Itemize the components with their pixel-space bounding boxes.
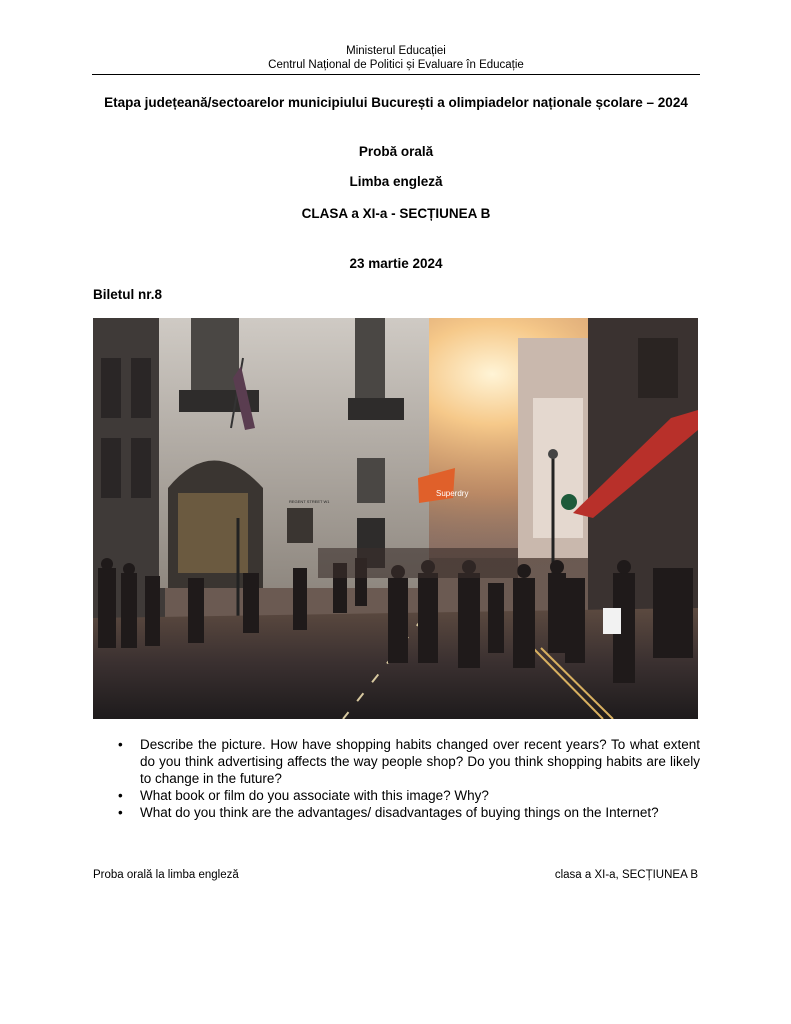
subject: Limba engleză (349, 174, 443, 189)
shop-sign-text: Superdry (436, 489, 469, 498)
list-item (93, 736, 700, 787)
question-list (93, 736, 700, 821)
bullet-icon: • (118, 788, 123, 803)
question-3: What do you think are the advantages/ disadvantages of buying things on the Internet? (140, 805, 659, 820)
header-divider (92, 74, 700, 75)
page-header (92, 44, 700, 72)
street-sign-text: REGENT STREET W1 (289, 499, 330, 504)
question-1: Describe the picture. How have shopping habits changed over recent years? To what extent do you think advertising affects the way people shop? Do you think shopping habits are likely to change in the future? (140, 737, 700, 786)
center-name: Centrul Național de Politici și Evaluare în Educație (268, 59, 524, 71)
question-2: What book or film do you associate with this image? Why? (140, 788, 489, 803)
competition-title: Etapa județeană/sectoarelor municipiului București a olimpiadelor naționale școlare – 2024 (104, 95, 688, 110)
footer-left: Proba orală la limba engleză (93, 869, 239, 881)
bullet-icon: • (118, 737, 123, 752)
ticket-number: Biletul nr.8 (93, 287, 163, 302)
list-item (93, 804, 700, 821)
class-section: CLASA a XI-a - SECȚIUNEA B (301, 206, 491, 221)
street-photo (93, 318, 698, 719)
exam-date: 23 martie 2024 (349, 256, 443, 271)
exam-type: Probă orală (358, 144, 434, 159)
footer-right: clasa a XI-a, SECȚIUNEA B (554, 869, 698, 881)
ministry-name: Ministerul Educației (346, 45, 446, 57)
street-scene-image (93, 318, 698, 719)
bullet-icon: • (118, 805, 123, 820)
list-item (93, 787, 700, 804)
